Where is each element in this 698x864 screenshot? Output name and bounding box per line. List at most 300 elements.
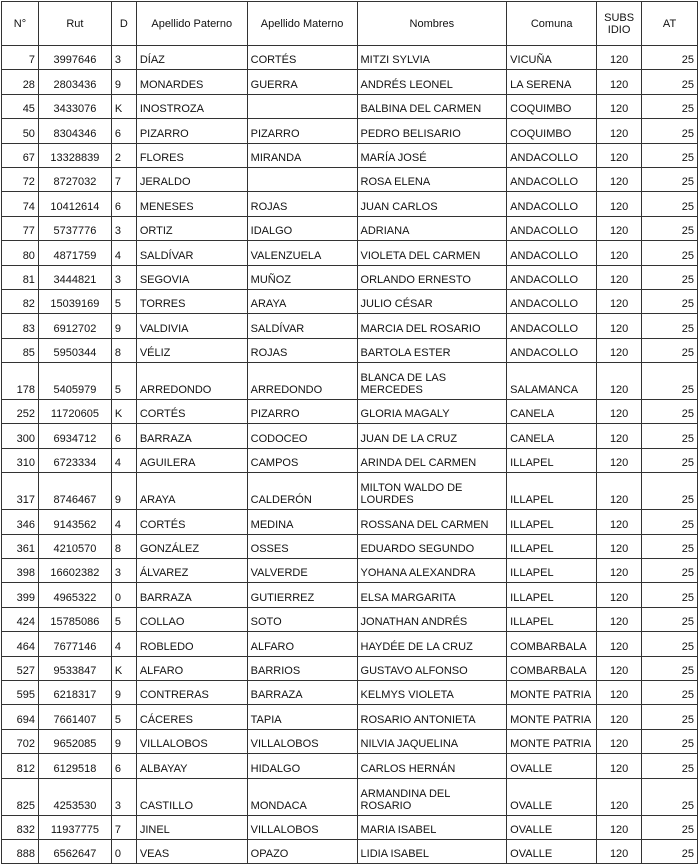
cell-rut: 4871759 bbox=[38, 241, 111, 265]
cell-apellido-materno: TAPIA bbox=[247, 705, 357, 729]
cell-subsidio: 120 bbox=[597, 534, 642, 558]
cell-n: 812 bbox=[2, 754, 39, 778]
cell-apellido-paterno: CORTÉS bbox=[136, 510, 247, 534]
cell-at: 25 bbox=[642, 705, 698, 729]
cell-apellido-paterno: VEAS bbox=[136, 839, 247, 863]
cell-subsidio: 120 bbox=[597, 216, 642, 240]
cell-rut: 10412614 bbox=[38, 192, 111, 216]
cell-apellido-paterno: JINEL bbox=[136, 815, 247, 839]
cell-d: 4 bbox=[111, 448, 136, 472]
cell-rut: 6912702 bbox=[38, 314, 111, 338]
cell-rut: 6723334 bbox=[38, 448, 111, 472]
table-row bbox=[2, 448, 698, 472]
cell-rut: 11720605 bbox=[38, 400, 111, 424]
cell-subsidio: 120 bbox=[597, 632, 642, 656]
cell-apellido-materno: HIDALGO bbox=[247, 754, 357, 778]
cell-rut: 3433076 bbox=[38, 94, 111, 118]
cell-n: 178 bbox=[2, 363, 39, 400]
cell-nombres: ELSA MARGARITA bbox=[357, 583, 507, 607]
cell-apellido-paterno: ROBLEDO bbox=[136, 632, 247, 656]
cell-apellido-materno: VILLALOBOS bbox=[247, 729, 357, 753]
cell-d: 8 bbox=[111, 534, 136, 558]
cell-d: 6 bbox=[111, 192, 136, 216]
cell-apellido-materno: CORTÉS bbox=[247, 46, 357, 70]
cell-d: 5 bbox=[111, 705, 136, 729]
cell-at: 25 bbox=[642, 607, 698, 631]
cell-subsidio: 120 bbox=[597, 363, 642, 400]
cell-nombres: ADRIANA bbox=[357, 216, 507, 240]
header-subsidio bbox=[597, 2, 642, 46]
cell-nombres: MARIA ISABEL bbox=[357, 815, 507, 839]
cell-apellido-paterno: BARRAZA bbox=[136, 424, 247, 448]
cell-nombres bbox=[357, 473, 507, 510]
cell-comuna: MONTE PATRIA bbox=[507, 705, 597, 729]
cell-nombres: PEDRO BELISARIO bbox=[357, 119, 507, 143]
cell-rut: 15785086 bbox=[38, 607, 111, 631]
cell-nombres: JUAN CARLOS bbox=[357, 192, 507, 216]
cell-d: 3 bbox=[111, 46, 136, 70]
cell-comuna: OVALLE bbox=[507, 839, 597, 863]
cell-at: 25 bbox=[642, 839, 698, 863]
cell-rut: 9143562 bbox=[38, 510, 111, 534]
cell-apellido-materno: MIRANDA bbox=[247, 143, 357, 167]
cell-rut: 6218317 bbox=[38, 680, 111, 704]
cell-nombres: JUAN DE LA CRUZ bbox=[357, 424, 507, 448]
cell-apellido-paterno: VALDIVIA bbox=[136, 314, 247, 338]
cell-subsidio: 120 bbox=[597, 192, 642, 216]
cell-d: 4 bbox=[111, 241, 136, 265]
cell-rut: 15039169 bbox=[38, 289, 111, 313]
header-d: D bbox=[111, 2, 136, 46]
table-row bbox=[2, 192, 698, 216]
cell-subsidio: 120 bbox=[597, 839, 642, 863]
cell-nombres: NILVIA JAQUELINA bbox=[357, 729, 507, 753]
cell-d: 2 bbox=[111, 143, 136, 167]
cell-comuna: ANDACOLLO bbox=[507, 265, 597, 289]
cell-n: 424 bbox=[2, 607, 39, 631]
cell-apellido-paterno: SALDÍVAR bbox=[136, 241, 247, 265]
cell-n: 702 bbox=[2, 729, 39, 753]
cell-apellido-materno: PIZARRO bbox=[247, 119, 357, 143]
cell-nombres bbox=[357, 778, 507, 815]
cell-comuna: OVALLE bbox=[507, 778, 597, 815]
cell-apellido-materno: VILLALOBOS bbox=[247, 815, 357, 839]
cell-comuna: ILLAPEL bbox=[507, 559, 597, 583]
table-body bbox=[2, 46, 698, 864]
cell-apellido-materno: BARRAZA bbox=[247, 680, 357, 704]
cell-apellido-paterno: AGUILERA bbox=[136, 448, 247, 472]
cell-comuna: ILLAPEL bbox=[507, 607, 597, 631]
cell-n: 317 bbox=[2, 473, 39, 510]
cell-nombres: ORLANDO ERNESTO bbox=[357, 265, 507, 289]
cell-subsidio: 120 bbox=[597, 424, 642, 448]
cell-apellido-materno: BARRIOS bbox=[247, 656, 357, 680]
cell-subsidio: 120 bbox=[597, 448, 642, 472]
cell-at: 25 bbox=[642, 510, 698, 534]
cell-d: 9 bbox=[111, 473, 136, 510]
cell-apellido-paterno: ALBAYAY bbox=[136, 754, 247, 778]
cell-d: 5 bbox=[111, 363, 136, 400]
table-row bbox=[2, 119, 698, 143]
cell-d: 6 bbox=[111, 119, 136, 143]
table-row bbox=[2, 473, 698, 510]
cell-at: 25 bbox=[642, 70, 698, 94]
cell-subsidio: 120 bbox=[597, 729, 642, 753]
table-row bbox=[2, 46, 698, 70]
table-row bbox=[2, 705, 698, 729]
cell-n: 85 bbox=[2, 338, 39, 362]
header-n: N° bbox=[2, 2, 39, 46]
cell-n: 252 bbox=[2, 400, 39, 424]
cell-apellido-materno: GUTIERREZ bbox=[247, 583, 357, 607]
cell-at: 25 bbox=[642, 754, 698, 778]
cell-d: 4 bbox=[111, 632, 136, 656]
cell-comuna: ANDACOLLO bbox=[507, 241, 597, 265]
cell-d: 3 bbox=[111, 778, 136, 815]
cell-d: 4 bbox=[111, 510, 136, 534]
cell-n: 74 bbox=[2, 192, 39, 216]
cell-apellido-paterno: FLORES bbox=[136, 143, 247, 167]
cell-n: 7 bbox=[2, 46, 39, 70]
cell-apellido-materno: IDALGO bbox=[247, 216, 357, 240]
table-row bbox=[2, 241, 698, 265]
cell-d: K bbox=[111, 656, 136, 680]
cell-rut: 5950344 bbox=[38, 338, 111, 362]
cell-subsidio: 120 bbox=[597, 314, 642, 338]
cell-comuna: COMBARBALA bbox=[507, 632, 597, 656]
cell-comuna: ANDACOLLO bbox=[507, 338, 597, 362]
cell-n: 832 bbox=[2, 815, 39, 839]
cell-at: 25 bbox=[642, 448, 698, 472]
cell-at: 25 bbox=[642, 338, 698, 362]
cell-apellido-paterno: CONTRERAS bbox=[136, 680, 247, 704]
cell-at: 25 bbox=[642, 241, 698, 265]
cell-d: K bbox=[111, 400, 136, 424]
cell-apellido-materno bbox=[247, 167, 357, 191]
header-apellido-materno: Apellido Materno bbox=[247, 2, 357, 46]
cell-rut: 3444821 bbox=[38, 265, 111, 289]
cell-rut: 11937775 bbox=[38, 815, 111, 839]
cell-apellido-paterno: CÁCERES bbox=[136, 705, 247, 729]
cell-at: 25 bbox=[642, 815, 698, 839]
cell-apellido-materno: CODOCEO bbox=[247, 424, 357, 448]
beneficiary-table bbox=[1, 1, 698, 864]
cell-n: 83 bbox=[2, 314, 39, 338]
cell-n: 300 bbox=[2, 424, 39, 448]
cell-apellido-paterno: MENESES bbox=[136, 192, 247, 216]
table-row bbox=[2, 729, 698, 753]
cell-subsidio: 120 bbox=[597, 583, 642, 607]
cell-apellido-paterno: COLLAO bbox=[136, 607, 247, 631]
cell-comuna: ILLAPEL bbox=[507, 510, 597, 534]
cell-apellido-paterno: SEGOVIA bbox=[136, 265, 247, 289]
nombres-line1: ARMANDINA DEL bbox=[360, 787, 451, 800]
cell-d: 5 bbox=[111, 289, 136, 313]
cell-n: 595 bbox=[2, 680, 39, 704]
header-at: AT bbox=[642, 2, 698, 46]
cell-n: 77 bbox=[2, 216, 39, 240]
nombres-line2: ROSARIO bbox=[360, 799, 412, 812]
cell-at: 25 bbox=[642, 119, 698, 143]
cell-n: 45 bbox=[2, 94, 39, 118]
cell-rut: 8304346 bbox=[38, 119, 111, 143]
cell-rut: 9652085 bbox=[38, 729, 111, 753]
cell-n: 67 bbox=[2, 143, 39, 167]
cell-at: 25 bbox=[642, 94, 698, 118]
header-apellido-paterno: Apellido Paterno bbox=[136, 2, 247, 46]
table-row bbox=[2, 70, 698, 94]
cell-at: 25 bbox=[642, 680, 698, 704]
cell-subsidio: 120 bbox=[597, 680, 642, 704]
table-row bbox=[2, 510, 698, 534]
cell-n: 80 bbox=[2, 241, 39, 265]
cell-apellido-materno: OPAZO bbox=[247, 839, 357, 863]
table-row bbox=[2, 265, 698, 289]
cell-n: 888 bbox=[2, 839, 39, 863]
cell-nombres: ROSARIO ANTONIETA bbox=[357, 705, 507, 729]
cell-n: 398 bbox=[2, 559, 39, 583]
cell-comuna: MONTE PATRIA bbox=[507, 680, 597, 704]
cell-subsidio: 120 bbox=[597, 754, 642, 778]
cell-comuna: CANELA bbox=[507, 424, 597, 448]
cell-nombres: GUSTAVO ALFONSO bbox=[357, 656, 507, 680]
cell-apellido-materno: SOTO bbox=[247, 607, 357, 631]
cell-comuna: LA SERENA bbox=[507, 70, 597, 94]
cell-apellido-materno: MONDACA bbox=[247, 778, 357, 815]
cell-at: 25 bbox=[642, 46, 698, 70]
cell-comuna: ILLAPEL bbox=[507, 534, 597, 558]
cell-apellido-paterno: ARAYA bbox=[136, 473, 247, 510]
cell-apellido-paterno: CORTÉS bbox=[136, 400, 247, 424]
cell-d: 3 bbox=[111, 265, 136, 289]
cell-apellido-materno: ARREDONDO bbox=[247, 363, 357, 400]
cell-nombres bbox=[357, 363, 507, 400]
cell-comuna: VICUÑA bbox=[507, 46, 597, 70]
table-row bbox=[2, 363, 698, 400]
cell-at: 25 bbox=[642, 559, 698, 583]
cell-subsidio: 120 bbox=[597, 94, 642, 118]
cell-apellido-materno: PIZARRO bbox=[247, 400, 357, 424]
cell-apellido-materno: ROJAS bbox=[247, 192, 357, 216]
nombres-line2: LOURDES bbox=[360, 494, 414, 507]
cell-subsidio: 120 bbox=[597, 705, 642, 729]
cell-apellido-materno: ALFARO bbox=[247, 632, 357, 656]
cell-rut: 7661407 bbox=[38, 705, 111, 729]
cell-d: 0 bbox=[111, 583, 136, 607]
cell-rut: 4210570 bbox=[38, 534, 111, 558]
cell-rut: 16602382 bbox=[38, 559, 111, 583]
table-row bbox=[2, 424, 698, 448]
cell-d: K bbox=[111, 94, 136, 118]
cell-subsidio: 120 bbox=[597, 241, 642, 265]
cell-apellido-materno: ROJAS bbox=[247, 338, 357, 362]
cell-n: 310 bbox=[2, 448, 39, 472]
cell-comuna: MONTE PATRIA bbox=[507, 729, 597, 753]
cell-apellido-materno: VALENZUELA bbox=[247, 241, 357, 265]
cell-apellido-paterno: PIZARRO bbox=[136, 119, 247, 143]
cell-n: 825 bbox=[2, 778, 39, 815]
cell-nombres: ROSA ELENA bbox=[357, 167, 507, 191]
table-row bbox=[2, 94, 698, 118]
header-rut: Rut bbox=[38, 2, 111, 46]
table-row bbox=[2, 583, 698, 607]
cell-subsidio: 120 bbox=[597, 510, 642, 534]
header-subsidio-line1: SUBS bbox=[604, 11, 635, 24]
cell-at: 25 bbox=[642, 534, 698, 558]
cell-at: 25 bbox=[642, 363, 698, 400]
cell-nombres: ARINDA DEL CARMEN bbox=[357, 448, 507, 472]
header-nombres: Nombres bbox=[357, 2, 507, 46]
cell-subsidio: 120 bbox=[597, 815, 642, 839]
cell-apellido-paterno: GONZÁLEZ bbox=[136, 534, 247, 558]
cell-apellido-materno: MUÑOZ bbox=[247, 265, 357, 289]
cell-comuna: ILLAPEL bbox=[507, 583, 597, 607]
table-row bbox=[2, 778, 698, 815]
cell-comuna: CANELA bbox=[507, 400, 597, 424]
cell-comuna: ANDACOLLO bbox=[507, 314, 597, 338]
cell-comuna: COQUIMBO bbox=[507, 119, 597, 143]
cell-comuna: ANDACOLLO bbox=[507, 143, 597, 167]
cell-rut: 4253530 bbox=[38, 778, 111, 815]
cell-apellido-paterno: VÉLIZ bbox=[136, 338, 247, 362]
cell-rut: 3997646 bbox=[38, 46, 111, 70]
cell-subsidio: 120 bbox=[597, 338, 642, 362]
cell-d: 7 bbox=[111, 167, 136, 191]
cell-apellido-paterno: TORRES bbox=[136, 289, 247, 313]
cell-at: 25 bbox=[642, 729, 698, 753]
table-row bbox=[2, 607, 698, 631]
cell-d: 9 bbox=[111, 314, 136, 338]
cell-at: 25 bbox=[642, 632, 698, 656]
cell-apellido-materno: CALDERÓN bbox=[247, 473, 357, 510]
cell-n: 28 bbox=[2, 70, 39, 94]
cell-at: 25 bbox=[642, 289, 698, 313]
cell-apellido-materno: GUERRA bbox=[247, 70, 357, 94]
cell-apellido-paterno: JERALDO bbox=[136, 167, 247, 191]
cell-d: 0 bbox=[111, 839, 136, 863]
cell-apellido-paterno: ARREDONDO bbox=[136, 363, 247, 400]
cell-apellido-materno: ARAYA bbox=[247, 289, 357, 313]
cell-subsidio: 120 bbox=[597, 400, 642, 424]
cell-at: 25 bbox=[642, 424, 698, 448]
cell-at: 25 bbox=[642, 400, 698, 424]
cell-n: 50 bbox=[2, 119, 39, 143]
cell-n: 72 bbox=[2, 167, 39, 191]
cell-apellido-paterno: ORTIZ bbox=[136, 216, 247, 240]
cell-n: 346 bbox=[2, 510, 39, 534]
table-row bbox=[2, 534, 698, 558]
cell-apellido-paterno: CASTILLO bbox=[136, 778, 247, 815]
cell-at: 25 bbox=[642, 143, 698, 167]
cell-d: 9 bbox=[111, 680, 136, 704]
table-row bbox=[2, 400, 698, 424]
cell-apellido-paterno: ÁLVAREZ bbox=[136, 559, 247, 583]
cell-nombres: KELMYS VIOLETA bbox=[357, 680, 507, 704]
cell-n: 81 bbox=[2, 265, 39, 289]
cell-d: 9 bbox=[111, 729, 136, 753]
table-row bbox=[2, 632, 698, 656]
table-row bbox=[2, 338, 698, 362]
cell-nombres: EDUARDO SEGUNDO bbox=[357, 534, 507, 558]
cell-apellido-paterno: ALFARO bbox=[136, 656, 247, 680]
nombres-line2: MERCEDES bbox=[360, 384, 423, 397]
cell-subsidio: 120 bbox=[597, 70, 642, 94]
cell-comuna: ANDACOLLO bbox=[507, 192, 597, 216]
cell-apellido-paterno: VILLALOBOS bbox=[136, 729, 247, 753]
cell-d: 6 bbox=[111, 424, 136, 448]
cell-n: 82 bbox=[2, 289, 39, 313]
cell-at: 25 bbox=[642, 265, 698, 289]
cell-d: 8 bbox=[111, 338, 136, 362]
cell-subsidio: 120 bbox=[597, 119, 642, 143]
cell-apellido-paterno: DÍAZ bbox=[136, 46, 247, 70]
table-header-row bbox=[2, 2, 698, 46]
cell-at: 25 bbox=[642, 216, 698, 240]
cell-apellido-paterno: MONARDES bbox=[136, 70, 247, 94]
header-subsidio-line2: IDIO bbox=[607, 23, 631, 36]
cell-nombres: CARLOS HERNÁN bbox=[357, 754, 507, 778]
cell-comuna: ANDACOLLO bbox=[507, 216, 597, 240]
cell-at: 25 bbox=[642, 167, 698, 191]
table-row bbox=[2, 680, 698, 704]
cell-subsidio: 120 bbox=[597, 289, 642, 313]
cell-n: 464 bbox=[2, 632, 39, 656]
cell-subsidio: 120 bbox=[597, 143, 642, 167]
cell-d: 3 bbox=[111, 559, 136, 583]
cell-rut: 13328839 bbox=[38, 143, 111, 167]
header-comuna: Comuna bbox=[507, 2, 597, 46]
table-row bbox=[2, 815, 698, 839]
cell-at: 25 bbox=[642, 192, 698, 216]
cell-comuna: ILLAPEL bbox=[507, 473, 597, 510]
cell-comuna: COMBARBALA bbox=[507, 656, 597, 680]
cell-nombres: MARÍA JOSÉ bbox=[357, 143, 507, 167]
cell-at: 25 bbox=[642, 778, 698, 815]
cell-d: 6 bbox=[111, 754, 136, 778]
cell-apellido-materno: SALDÍVAR bbox=[247, 314, 357, 338]
cell-apellido-materno: MEDINA bbox=[247, 510, 357, 534]
table-row bbox=[2, 143, 698, 167]
cell-subsidio: 120 bbox=[597, 265, 642, 289]
cell-apellido-materno bbox=[247, 94, 357, 118]
cell-n: 399 bbox=[2, 583, 39, 607]
cell-subsidio: 120 bbox=[597, 473, 642, 510]
cell-at: 25 bbox=[642, 656, 698, 680]
table-row bbox=[2, 167, 698, 191]
cell-rut: 6562647 bbox=[38, 839, 111, 863]
cell-at: 25 bbox=[642, 314, 698, 338]
cell-d: 5 bbox=[111, 607, 136, 631]
nombres-line1: MILTON WALDO DE bbox=[360, 482, 463, 495]
cell-nombres: MITZI SYLVIA bbox=[357, 46, 507, 70]
cell-rut: 6934712 bbox=[38, 424, 111, 448]
cell-rut: 5405979 bbox=[38, 363, 111, 400]
cell-subsidio: 120 bbox=[597, 46, 642, 70]
cell-apellido-materno: CAMPOS bbox=[247, 448, 357, 472]
cell-subsidio: 120 bbox=[597, 167, 642, 191]
cell-n: 694 bbox=[2, 705, 39, 729]
cell-nombres: MARCIA DEL ROSARIO bbox=[357, 314, 507, 338]
cell-comuna: OVALLE bbox=[507, 815, 597, 839]
cell-rut: 4965322 bbox=[38, 583, 111, 607]
cell-rut: 8727032 bbox=[38, 167, 111, 191]
cell-at: 25 bbox=[642, 583, 698, 607]
cell-nombres: YOHANA ALEXANDRA bbox=[357, 559, 507, 583]
cell-nombres: BARTOLA ESTER bbox=[357, 338, 507, 362]
cell-comuna: ANDACOLLO bbox=[507, 289, 597, 313]
cell-subsidio: 120 bbox=[597, 778, 642, 815]
cell-nombres: LIDIA ISABEL bbox=[357, 839, 507, 863]
